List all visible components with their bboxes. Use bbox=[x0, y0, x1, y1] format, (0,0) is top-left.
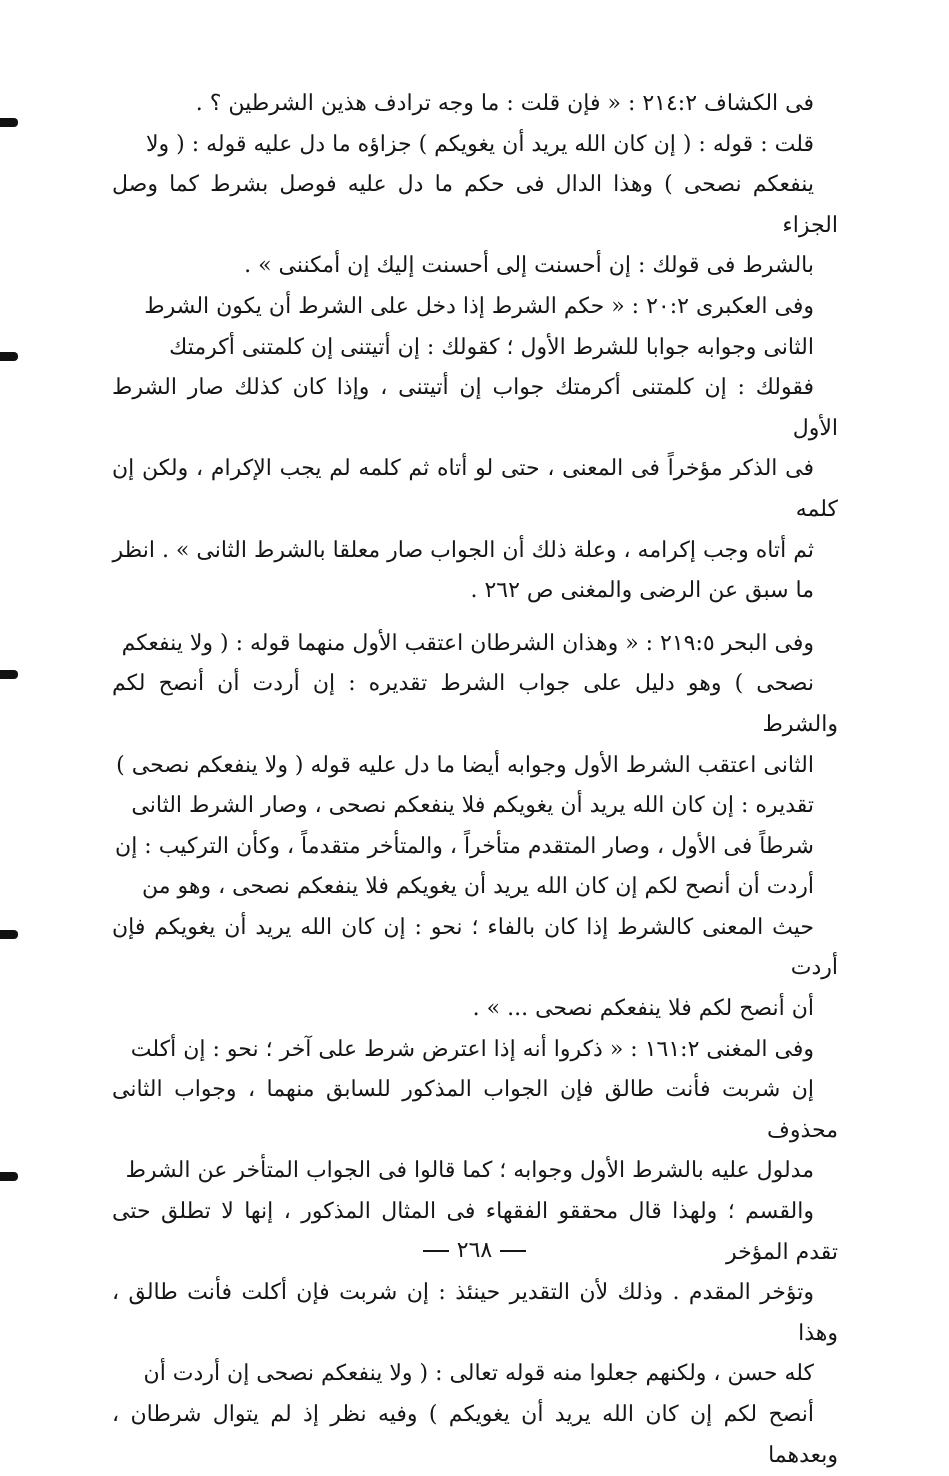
scan-edge-mark bbox=[0, 352, 18, 361]
text-line: أنصح لكم إن كان الله يريد أن يغويكم ) وفيه نظر إذ لم يتوال شرطان ، وبعدهما bbox=[112, 1402, 838, 1468]
scan-edge-mark bbox=[0, 930, 18, 939]
paragraph-kashshaf-answer bbox=[112, 125, 838, 287]
page-number bbox=[0, 1238, 949, 1263]
paragraph-bahr bbox=[112, 624, 838, 1030]
body-text bbox=[112, 84, 838, 1476]
text-line: وفى المغنى ١٦١:٢ : « ذكروا أنه إذا اعترض شرط على آخر ؛ نحو : إن أكلت bbox=[130, 1036, 814, 1062]
paragraph-kashshaf-question bbox=[112, 84, 838, 125]
text-line: أردت أن أنصح لكم إن كان الله يريد أن يغويكم فلا ينفعكم نصحى ، وهو من bbox=[141, 874, 814, 900]
text-line: فى الذكر مؤخراً فى المعنى ، حتى لو أتاه ثم كلمه لم يجب الإكرام ، ولكن إن كلمه bbox=[112, 456, 838, 522]
text-line: شرطاً فى الأول ، وصار المتقدم متأخراً ، والمتأخر متقدماً ، وكأن التركيب : إن bbox=[115, 833, 814, 859]
text-line: مدلول عليه بالشرط الأول وجوابه ؛ كما قالوا فى الجواب المتأخر عن الشرط bbox=[125, 1158, 814, 1184]
text-line: وفى البحر ٢١٩:٥ : « وهذان الشرطان اعتقب الأول منهما قوله : ( ولا ينفعكم bbox=[121, 630, 814, 656]
text-line: فقولك : إن كلمتنى أكرمتك جواب إن أتيتنى ، وإذا كان كذلك صار الشرط الأول bbox=[112, 375, 838, 441]
page-number-dash bbox=[500, 1250, 526, 1252]
text-line: الثانى وجوابه جوابا للشرط الأول ؛ كقولك : إن أتيتنى إن كلمتنى أكرمتك bbox=[169, 334, 814, 360]
page-number-dash bbox=[423, 1250, 449, 1252]
text-line: بالشرط فى قولك : إن أحسنت إلى أحسنت إليك إن أمكننى » . bbox=[244, 253, 814, 279]
text-line: ثم أتاه وجب إكرامه ، وعلة ذلك أن الجواب صار معلقا بالشرط الثانى » . انظر bbox=[112, 537, 814, 563]
text-line: الثانى اعتقب الشرط الأول وجوابه أيضا ما دل عليه قوله ( ولا ينفعكم نصحى ) bbox=[116, 752, 814, 778]
text-line: قلت : قوله : ( إن كان الله يريد أن يغويكم ) جزاؤه ما دل عليه قوله : ( ولا bbox=[145, 131, 814, 157]
text-line: حيث المعنى كالشرط إذا كان بالفاء ؛ نحو : إن كان الله يريد أن يغويكم فإن أردت bbox=[112, 914, 838, 981]
text-line: والقسم ؛ ولهذا قال محققو الفقهاء فى المثال المذكور ، إنها لا تطلق حتى تقدم المؤخر bbox=[112, 1199, 838, 1265]
text-line: تقديره : إن كان الله يريد أن يغويكم فلا ينفعكم نصحى ، وصار الشرط الثانى bbox=[131, 793, 814, 819]
text-line: كله حسن ، ولكنهم جعلوا منه قوله تعالى : ( ولا ينفعكم نصحى إن أردت أن bbox=[143, 1361, 814, 1387]
text-line: فى الكشاف ٢١٤:٢ : « فإن قلت : ما وجه ترادف هذين الشرطين ؟ . bbox=[195, 91, 814, 116]
scan-edge-mark bbox=[0, 670, 18, 679]
page-number-value: ٢٦٨ bbox=[456, 1238, 493, 1263]
text-line: أن أنصح لكم فلا ينفعكم نصحى ... » . bbox=[472, 996, 814, 1022]
text-line: نصحى ) وهو دليل على جواب الشرط تقديره : إن أردت أن أنصح لكم والشرط bbox=[112, 671, 838, 737]
paragraph-ukbari bbox=[112, 287, 838, 612]
scan-edge-mark bbox=[0, 1172, 18, 1181]
text-line: ينفعكم نصحى ) وهذا الدال فى حكم ما دل عليه فوصل بشرط كما وصل الجزاء bbox=[112, 172, 838, 238]
text-line: ما سبق عن الرضى والمغنى ص ٢٦٢ . bbox=[470, 578, 814, 604]
text-line: وتؤخر المقدم . وذلك لأن التقدير حينئذ : إن شربت فإن أكلت فأنت طالق ، وهذا bbox=[112, 1280, 838, 1346]
text-line: وفى العكبرى ٢٠:٢ : « حكم الشرط إذا دخل على الشرط أن يكون الشرط bbox=[144, 293, 814, 319]
scan-edge-mark bbox=[0, 118, 18, 127]
text-line: إن شربت فأنت طالق فإن الجواب المذكور للسابق منهما ، وجواب الثانى محذوف bbox=[112, 1077, 838, 1143]
